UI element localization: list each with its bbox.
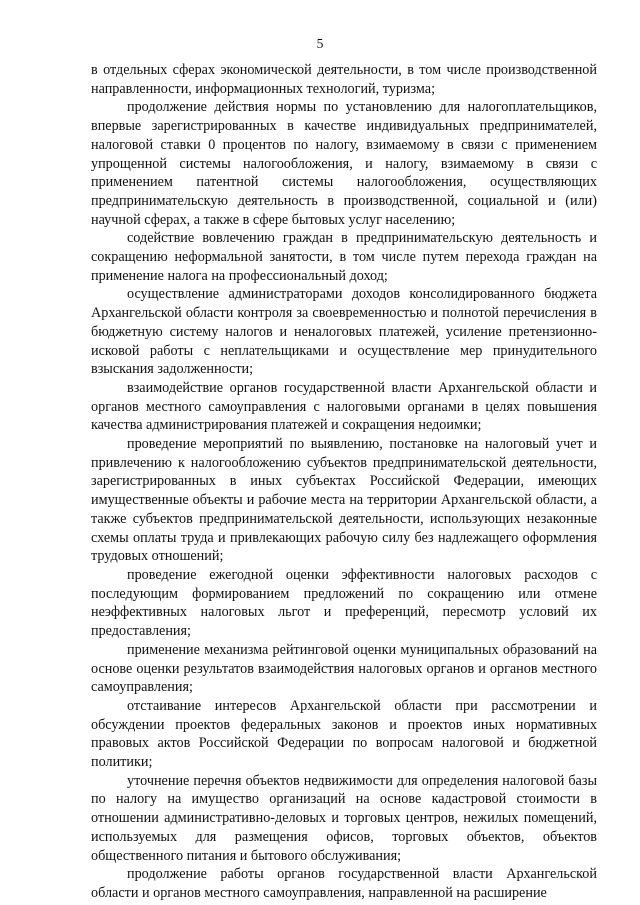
paragraph: уточнение перечня объектов недвижимости для определения налоговой базы по налогу на имущество организаций на основе кадастровой стоимости в отношении административно-деловых и торговых центров, нежилых помещений, используемых для размещения офисов, торговых объектов, объектов общественного питания и бытового обслуживания; — [91, 772, 597, 864]
paragraph: проведение ежегодной оценки эффективности налоговых расходов с последующим формированием предложений по сокращению или отмене неэффективных налоговых льгот и преференций, пересмотр условий их предоставления; — [91, 566, 597, 640]
paragraph: продолжение работы органов государственной власти Архангельской области и органов местного самоуправления, направленной на расширение — [91, 866, 597, 901]
document-body — [91, 61, 597, 903]
paragraph: взаимодействие органов государственной власти Архангельской области и органов местного самоуправления с налоговыми органами в целях повышения качества администрирования платежей и сокращения недоимки; — [91, 379, 597, 434]
page-number: 5 — [316, 36, 324, 51]
paragraph: содействие вовлечению граждан в предпринимательскую деятельность и сокращению неформальной занятости, в том числе путем перехода граждан на применение налога на профессиональный доход; — [91, 230, 597, 284]
paragraph: продолжение действия нормы по установлению для налогоплательщиков, впервые зарегистрированных в качестве индивидуальных предпринимателей, налоговой ставки 0 процентов по налогу, взимаемому в связи с применением упрощенной системы налогообложения, и налогу, взимаемому в связи с применением патентной системы налогообложения, осуществляющих предпринимательскую деятельность в производственной, социальной и (или) научной сферах, а также в сфере бытовых услуг населению; — [91, 99, 597, 228]
paragraph: отстаивание интересов Архангельской области при рассмотрении и обсуждении проектов федеральных законов и проектов иных нормативных правовых актов Российской Федерации по вопросам налоговой и бюджетной политики; — [91, 697, 597, 771]
paragraph: осуществление администраторами доходов консолидированного бюджета Архангельской области контроля за своевременностью и полнотой перечисления в бюджетную систему налогов и неналоговых платежей, усиление претензионно-исковой работы с неплательщиками и осуществление мер принудительного взыскания задолженности; — [91, 286, 597, 378]
paragraph-continuation: в отдельных сферах экономической деятельности, в том числе производственной направленности, информационных технологий, туризма; — [91, 62, 597, 97]
paragraph: применение механизма рейтинговой оценки муниципальных образований на основе оценки результатов взаимодействия налоговых органов и органов местного самоуправления; — [91, 641, 597, 696]
paragraph: проведение мероприятий по выявлению, постановке на налоговый учет и привлечению к налогообложению субъектов предпринимательской деятельности, зарегистрированных в иных субъектах Российской Федерации, имеющих имущественные объекты и рабочие места на территории Архангельской области, а также субъектов предпринимательской деятельности, использующих незаконные схемы оплаты труда и привлекающих рабочую силу без надлежащего оформления трудовых отношений; — [91, 436, 597, 565]
